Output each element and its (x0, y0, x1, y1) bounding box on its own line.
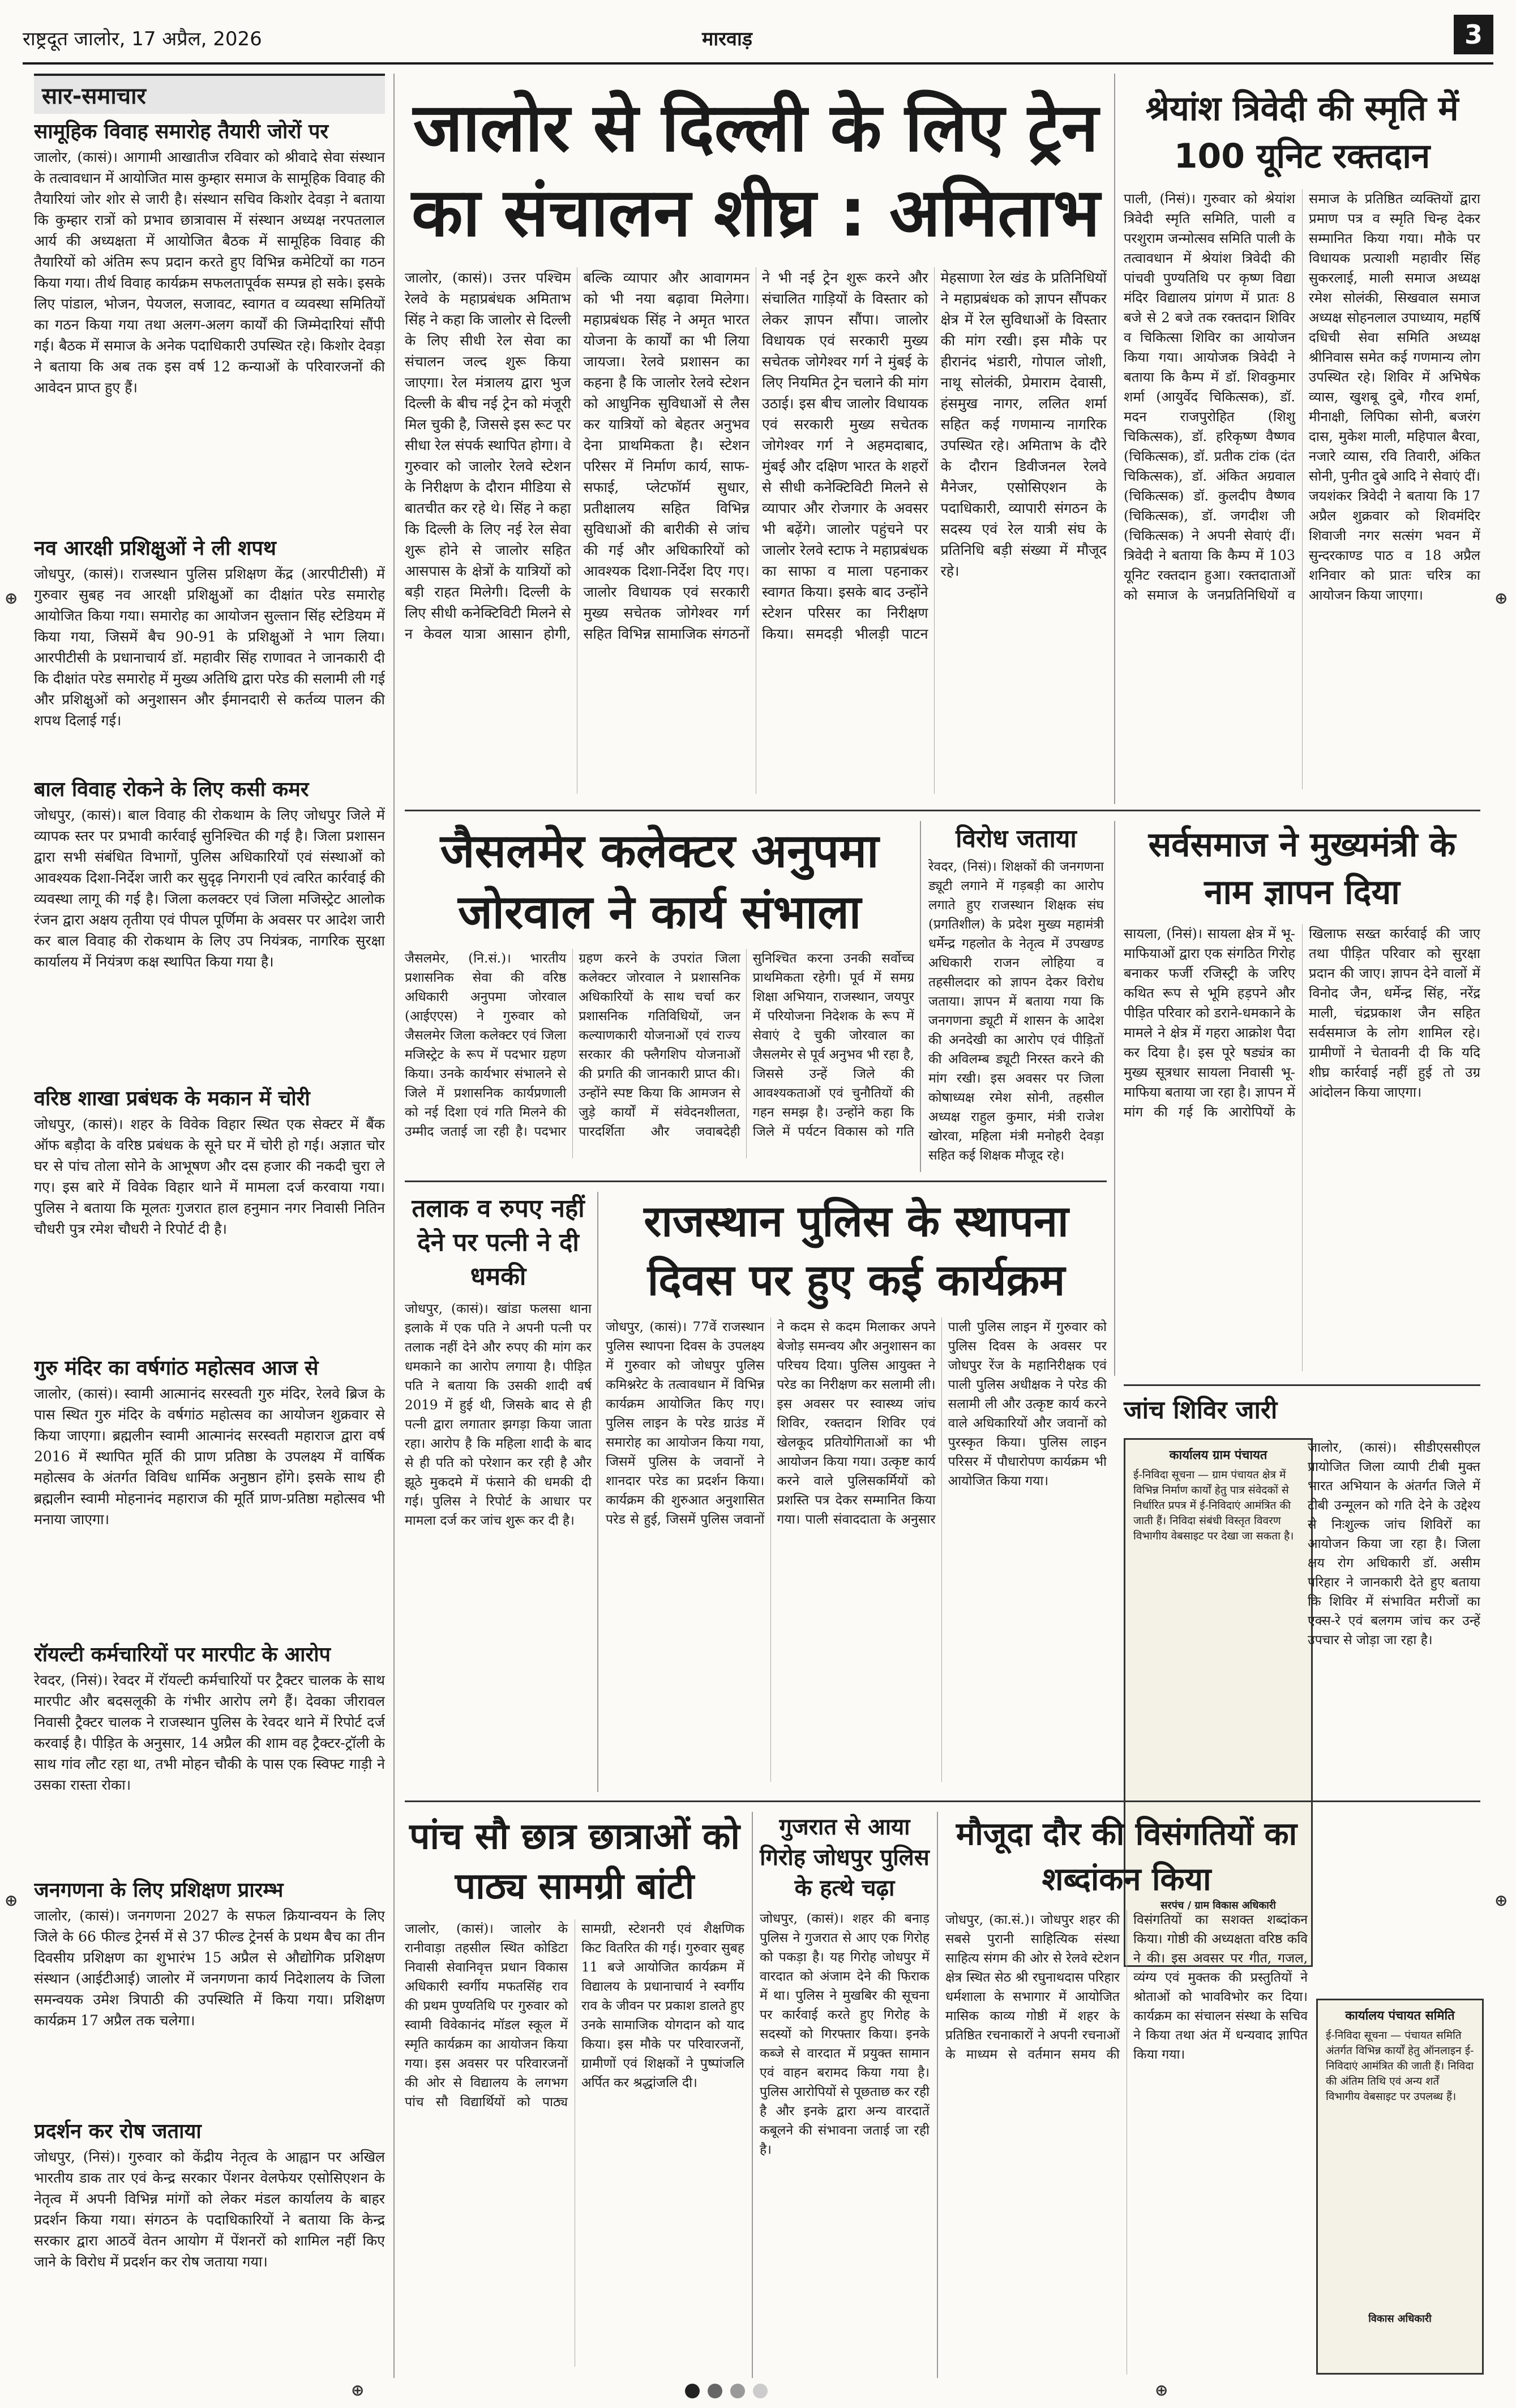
color-dot (730, 2384, 745, 2398)
registration-mark: ⊕ (1155, 2381, 1168, 2400)
page-header (23, 11, 1493, 65)
column-divider (393, 74, 395, 2378)
brief-title: सामूहिक विवाह समारोह तैयारी जोरों पर (34, 120, 329, 143)
section-rule (405, 810, 1480, 811)
blood-body: पाली, (निसं)। गुरुवार को श्रेयांश त्रिवेदी स्मृति समिति, पाली व परशुराम जन्मोत्सव समिति पाली के तत्वावधान में श्रेयांश त्रिवेदी की पांचवी पुण्यतिथि पर कृष्ण विद्या मंदिर विद्यालय प्रांगण में प्रातः 8 बजे से 2 बजे तक रक्तदान शिविर व चिकित्सा शिविर का आयोजन किया गया। आयोजक त्रिवेदी ने बताया कि कैम्प में डॉ. शिवकुमार शर्मा (आयुर्वेद चिकित्सक), डॉ. मदन राजपुरोहित (शिशु चिकित्सक), डॉ. हरिकृष्ण वैष्णव (चिकित्सक), डॉ. प्रतीक टांक (दंत चिकित्सक), डॉ. अंकित अग्रवाल (चिकित्सक) डॉ. कुलदीप वैष्णव (चिकित्सक), डॉ. जगदीश जी (चिकित्सक) ने अपनी सेवाएं दीं। त्रिवेदी ने बताया कि कैम्प में 103 यूनिट रक्तदान हुआ। रक्तदाताओं को समाज के जनप्रतिनिधियों व समाज के प्रतिष्ठित व्यक्तियों द्वारा प्रमाण पत्र व स्मृति चिन्ह देकर सम्मानित किया गया। मौके पर विधायक प्रत्याशी महावीर सिंह सुकरलाई, माली समाज अध्यक्ष रमेश सोलंकी, सिखवाल समाज अध्यक्ष सोहनलाल उपाध्याय, महर्षि दधिची सेवा समिति अध्यक्ष श्रीनिवास समेत कई गणमान्य लोग उपस्थित रहे। शिविर में अभिषेक व्यास, खुशबू दुबे, गौरव शर्मा, मीनाक्षी, लिपिका सोनी, बजरंग दास, मुकेश माली, महिपाल बैरवा, नजारे व्यास, रवि तिवारी, अंकित सोनी, पुनीत दुबे आदि ने सेवाएं दीं। जयशंकर त्रिवेदी ने बताया कि 17 अप्रैल शुक्रवार को शिवमंदिर शिवाजी नगर सत्संग भवन में सुन्दरकाण्ड पाठ व 18 अप्रैल शनिवार को प्रातः चरित्र का आयोजन किया जाएगा। (1124, 191, 1480, 603)
column-divider (1114, 821, 1115, 1376)
blood-headline: श्रेयांश त्रिवेदी की स्मृति में 100 यूनिट रक्तदान (1145, 89, 1459, 176)
color-dot (708, 2384, 722, 2398)
brief-body: जालोर, (कासं)। आगामी आखातीज रविवार को श्रीवादे सेवा संस्थान के तत्वावधान में आयोजित मास कुम्हार समाज के सामूहिक विवाह की तैयारियां जोर शोर से जारी है। संस्थान सचिव किशोर देवड़ा ने बताया कि कुम्हार रात्रों को प्रभाव छात्रावास में संस्थान अध्यक्ष नरपतलाल आर्य की अध्यक्षता में आयोजित बैठक में सामूहिक विवाह की तैयारियों को अंतिम रूप प्रदान करते हुए विभिन्न कमेटियों का गठन किया गया। तीर्थ विवाह कार्यक्रम सफलतापूर्वक सम्पन्न हो सके। इसके लिए पांडाल, भोजन, पेयजल, सजावट, स्वागत व व्यवस्था समितियों का गठन किया गया तथा अलग-अलग कार्यों की जिम्मेदारियां सौंपी गई। बैठक में समाज के अनेक पदाधिकारी उपस्थित रहे। किशोर देवड़ा ने बताया कि अब तक इस वर्ष 12 कन्याओं के परिवारजनों की आवेदन प्राप्त हुए हैं। (34, 149, 385, 396)
registration-mark: ⊕ (351, 2381, 365, 2400)
section-rule (405, 1800, 1480, 1802)
lead-headline: जालोर से दिल्ली के लिए ट्रेन का संचालन शीघ्र : अमिताभ (411, 88, 1100, 251)
study-material-story (405, 1812, 744, 2378)
protest-headline: विरोध जताया (956, 824, 1077, 853)
poetry-body: जोधपुर, (का.सं.)। जोधपुर शहर की सबसे पुरानी साहित्यिक संस्था साहित्य संगम की ओर से रेलवे स्टेशन क्षेत्र स्थित सेठ श्री रघुनाथदास परिहार धर्मशाला के सभागार में आयोजित मासिक काव्य गोष्ठी में शहर के प्रतिष्ठित रचनाकारों ने अपनी रचनाओं के माध्यम से वर्तमान समय की विसंगतियों का सशक्त शब्दांकन किया। गोष्ठी की अध्यक्षता वरिष्ठ कवि ने की। इस अवसर पर गीत, गजल, व्यंग्य एवं मुक्तक की प्रस्तुतियों ने श्रोताओं को भावविभोर कर दिया। कार्यक्रम का संचालन संस्था के सचिव ने किया तथा अंत में धन्यवाद ज्ञापित किया गया। (945, 1913, 1308, 2062)
section-rule (1124, 1384, 1480, 1386)
brief-body: जोधपुर, (कासं)। बाल विवाह की रोकथाम के लिए जोधपुर जिले में व्यापक स्तर पर प्रभावी कार्रवाई सुनिश्चित की गई है। जिला प्रशासन द्वारा सभी संबंधित विभागों, पुलिस अधिकारियों एवं संस्थाओं को आवश्यक दिशा-निर्देश जारी कर सुदृढ़ निगरानी एवं त्वरित कार्रवाई की व्यवस्था लागू की गई है। जिला कलक्टर एवं जिला मजिस्ट्रेट आलोक रंजन द्वारा अक्षय तृतीया एवं पीपल पूर्णिमा के अवसर पर आदेश जारी कर बाल विवाह की रोकथाम के लिए उप नियंत्रक, नागरिक सुरक्षा कार्यालय में नियंत्रण कक्ष स्थापित किया गया है। (34, 807, 385, 970)
checkup-headline: जांच शिविर जारी (1124, 1396, 1278, 1425)
brief-title: जनगणना के लिए प्रशिक्षण प्रारम्भ (34, 1879, 284, 1902)
brief-title: नव आरक्षी प्रशिक्षुओं ने ली शपथ (34, 537, 276, 560)
blood-donation-story (1124, 85, 1480, 804)
threat-body: जोधपुर, (कासं)। खांडा फलसा थाना इलाके में एक पति ने अपनी पत्नी पर तलाक नहीं देने और रुपए की मांग कर धमकाने का आरोप लगाया है। पीड़ित पति ने बताया कि उसकी शादी वर्ष 2019 में हुई थी, जिसके बाद से ही पत्नी द्वारा लगातार झगड़ा किया जाता रहा। आरोप है कि महिला शादी के बाद से ही पति को परेशान कर रही है और झूठे मुकदमे में फंसाने की धमकी दी गई। पुलिस ने रिपोर्ट के आधार पर मामला दर्ज कर जांच शुरू कर दी है। (405, 1302, 592, 1528)
brief-body: जोधपुर, (कासं)। शहर के विवेक विहार स्थित एक सेक्टर में बैंक ऑफ बड़ौदा के वरिष्ठ प्रबंधक के सूने घर में चोरी हो गई। अज्ञात चोर घर से पांच तोला सोने के आभूषण और दस हजार की नकदी चुरा ले गए। इस बारे में विवेक विहार थाने में मामला दर्ज करवाया गया। पुलिस ने बताया कि मूलतः गुजरात हाल हनुमान नगर निवासी नितिन चौधरी पुत्र रमेश चौधरी ने रिपोर्ट दी है। (34, 1116, 385, 1237)
brief-item (34, 1087, 385, 1351)
section-kicker: सार-समाचार (34, 74, 385, 114)
brief-item (34, 1356, 385, 1638)
column-divider (752, 1812, 753, 2378)
brief-body: रेवदर, (निसं)। रेवदर में रॉयल्टी कर्मचारियों पर ट्रैक्टर चालक के साथ मारपीट और बदसलूकी के गंभीर आरोप लगे हैं। देवका जीरावल निवासी ट्रैक्टर चालक ने राजस्थान पुलिस के रेवदर थाने में रिपोर्ट दर्ज करवाई है। पीड़ित के अनुसार, 14 अप्रैल की शाम वह ट्रैक्टर-ट्रॉली के साथ गांव लौट रहा था, तभी मोहन चौकी के पास एक स्विफ्ट गाड़ी ने उसका रास्ता रोका। (34, 1672, 385, 1793)
brief-item (34, 1643, 385, 1874)
memorandum-headline: सर्वसमाज ने मुख्यमंत्री के नाम ज्ञापन दिया (1148, 825, 1456, 912)
jaisalmer-headline: जैसलमेर कलेक्टर अनुपमा जोरवाल ने कार्य संभाला (440, 824, 879, 939)
registration-mark: ⊕ (1494, 589, 1508, 608)
brief-title: गुरु मंदिर का वर्षगांठ महोत्सव आज से (34, 1357, 319, 1380)
protest-story (928, 821, 1104, 1172)
brief-title: प्रदर्शन कर रोष जताया (34, 2120, 202, 2143)
gang-headline: गुजरात से आया गिरोह जोधपुर पुलिस के हत्थे चढ़ा (760, 1814, 930, 1901)
police-headline: राजस्थान पुलिस के स्थापना दिवस पर हुए कई कार्यक्रम (644, 1196, 1069, 1305)
advert-title: कार्यालय पंचायत समिति (1345, 2008, 1455, 2023)
brief-body: जोधपुर, (कासं)। राजस्थान पुलिस प्रशिक्षण केंद्र (आरपीटीसी) में गुरुवार सुबह नव आरक्षी प्रशिक्षुओं का दीक्षांत परेड समारोह आयोजित किया गया। समारोह का आयोजन सुल्तान सिंह स्टेडियम में किया गया, जिसमें बैच 90-91 के प्रशिक्षुओं ने भाग लिया। आरपीटीसी के प्रधानाचार्य डॉ. महावीर सिंह राणावत ने जानकारी दी कि दीक्षांत परेड समारोह में मुख्य अतिथि द्वारा परेड की सलामी ली गई और प्रशिक्षुओं को अनुशासन और ईमानदारी से कर्तव्य पालन की शपथ दिलाई गई। (34, 566, 385, 729)
tender-advert (1316, 1999, 1484, 2375)
column-divider (597, 1192, 598, 1792)
protest-body: रेवदर, (निसं)। शिक्षकों की जनगणना ड्यूटी लगाने में गड़बड़ी का आरोप लगाते हुए राजस्थान शिक्षक संघ (प्रगतिशील) के प्रदेश मुख्य महामंत्री धर्मेन्द्र गहलोत के नेतृत्व में उपखण्ड अधिकारी राजन लोहिया व तहसीलदार को ज्ञापन देकर विरोध जताया। ज्ञापन में बताया गया कि जनगणना ड्यूटी में शासन के आदेश की अनदेखी का आरोप एवं पीड़ितों की अविलम्ब ड्यूटी निरस्त करने की मांग रखी। इस अवसर पर जिला कोषाध्यक्ष रमेश सोनी, तहसील अध्यक्ष राहुल कुमार, मंत्री राजेश खोरवा, महिला मंत्री मनोहरी देवड़ा सहित कई शिक्षक मौजूद रहे। (928, 859, 1104, 1163)
brief-item (34, 119, 385, 532)
gang-body: जोधपुर, (कासं)। शहर की बनाड़ पुलिस ने गुजरात से आए एक गिरोह को पकड़ा है। यह गिरोह जोधपुर में वारदात को अंजाम देने की फिराक में था। पुलिस ने मुखबिर की सूचना पर कार्रवाई करते हुए गिरोह के सदस्यों को गिरफ्तार किया। इनके कब्जे से वारदात में प्रयुक्त सामान एवं वाहन बरामद किया गया है। पुलिस आरोपियों से पूछताछ कर रही है और इनके द्वारा अन्य वारदातें कबूलने की संभावना जताई जा रही है। (760, 1911, 930, 2157)
brief-item (34, 777, 385, 1082)
advert-body: ई-निविदा सूचना — पंचायत समिति अंतर्गत विभिन्न कार्यों हेतु ऑनलाइन ई-निविदाएं आमंत्रित की जाती हैं। निविदा की अंतिम तिथि एवं अन्य शर्तें विभागीय वेबसाइट पर उपलब्ध हैं। (1326, 2029, 1474, 2103)
brief-title: वरिष्ठ शाखा प्रबंधक के मकान में चोरी (34, 1087, 310, 1110)
brief-item (34, 1878, 385, 2115)
advert-title: कार्यालय ग्राम पंचायत (1169, 1448, 1267, 1462)
brief-title: रॉयल्टी कर्मचारियों पर मारपीट के आरोप (34, 1643, 331, 1666)
advert-body: ई-निविदा सूचना — ग्राम पंचायत क्षेत्र में विभिन्न निर्माण कार्यों हेतु पात्र संवेदकों से निर्धारित प्रपत्र में ई-निविदाएं आमंत्रित की जाती हैं। निविदा संबंधी विस्तृत विवरण विभागीय वेबसाइट पर देखा जा सकता है। (1133, 1469, 1294, 1542)
section-title: मारवाड़ (702, 28, 752, 50)
column-divider (1114, 74, 1115, 804)
advert-footer: विकास अधिकारी (1368, 2313, 1432, 2325)
brief-item (34, 2119, 385, 2316)
brief-body: जोधपुर, (निसं)। गुरुवार को केंद्रीय नेतृत्व के आह्वान पर अखिल भारतीय डाक तार एवं केन्द्र सरकार पेंशनर वेलफेयर एसोसिएशन के नेतृत्व में अपनी विभिन्न मांगों को लेकर मंडल कार्यालय के बाहर प्रदर्शन किया गया। संगठन के पदाधिकारियों ने बताया कि केन्द्र सरकार द्वारा आठवें वेतन आयोग में पेंशनरों को शामिल नहीं किए जाने के विरोध में प्रदर्शन कर रोष जताया गया। (34, 2149, 385, 2270)
color-dot (753, 2384, 768, 2398)
lead-story (405, 85, 1107, 804)
memorandum-body: सायला, (निसं)। सायला क्षेत्र में भू-माफियाओं द्वारा एक संगठित गिरोह बनाकर फर्जी रजिस्ट्री के जरिए कथित रूप से भूमि हड़पने और पीड़ित परिवार को डराने-धमकाने के मामले ने क्षेत्र में गहरा आक्रोश पैदा कर दिया है। इस पूरे षड्यंत्र का मुख्य सूत्रधार सायला निवासी भू-माफिया बताया जा रहा है। ज्ञापन में मांग की गई कि आरोपियों के खिलाफ सख्त कार्रवाई की जाए तथा पीड़ित परिवार को सुरक्षा प्रदान की जाए। ज्ञापन देने वालों में विनोद जैन, धर्मेन्द्र सिंह, नरेंद्र माली, चंद्रप्रकाश जैन सहित सर्वसमाज के लोग शामिल रहे। ग्रामीणों ने चेतावनी दी कि यदि शीघ्र कार्रवाई नहीं हुई तो उग्र आंदोलन किया जाएगा। (1124, 926, 1480, 1120)
poetry-headline: मौजूदा दौर की विसंगतियों का शब्दांकन किया (956, 1816, 1297, 1898)
registration-mark: ⊕ (1494, 1891, 1508, 1910)
threat-story (405, 1192, 592, 1792)
brief-body: जालोर, (कासं)। जनगणना 2027 के सफल क्रियान्वयन के लिए जिले के 66 फील्ड ट्रेनर्स में से 37 फील्ड ट्रेनर्स के प्रथम बैच का तीन दिवसीय प्रशिक्षण का शुभारंभ 15 अप्रैल से औद्योगिक प्रशिक्षण संस्थान (आईटीआई) जालोर में जनगणना कार्य निदेशालय के जिला समन्वयक उमेश त्रिपाठी की उपस्थिति में किया गया। प्रशिक्षण कार्यक्रम 17 अप्रैल तक चलेगा। (34, 1907, 385, 2029)
jaisalmer-body: जैसलमेर, (नि.सं.)। भारतीय प्रशासनिक सेवा की वरिष्ठ अधिकारी अनुपमा जोरवाल (आईएएस) ने गुरुवार को जैसलमेर जिला कलेक्टर एवं जिला मजिस्ट्रेट के रूप में पदभार ग्रहण किया। उनके कार्यभार संभालने से जिले में प्रशासनिक कार्यप्रणाली को नई दिशा एवं गति मिलने की उम्मीद जताई जा रही है। पदभार ग्रहण करने के उपरांत जिला कलेक्टर जोरवाल ने प्रशासनिक अधिकारियों के साथ चर्चा कर प्रशासनिक गतिविधियों, जन कल्याणकारी योजनाओं एवं राज्य सरकार की फ्लैगशिप योजनाओं की प्रगति की जानकारी प्राप्त की। उन्होंने स्पष्ट किया कि आमजन से जुड़े कार्यों में संवेदनशीलता, पारदर्शिता और जवाबदेही सुनिश्चित करना उनकी सर्वोच्च प्राथमिकता रहेगी। पूर्व में समग्र शिक्षा अभियान, राजस्थान, जयपुर में परियोजना निदेशक के रूप में सेवाएं दे चुकी जोरवाल का जैसलमेर से पूर्व अनुभव भी रहा है, जिससे उन्हें जिले की आवश्यकताओं एवं चुनौतियों की गहन समझ है। उन्होंने कहा कि जिले में पर्यटन विकास को गति (405, 951, 914, 1139)
news-briefs-column (34, 74, 385, 2378)
study-body: जालोर, (कासं)। जालोर के रानीवाड़ा तहसील स्थित कोडिटा निवासी सेवानिवृत्त प्रधान विकास अधिकारी स्वर्गीय मफतसिंह राव की प्रथम पुण्यतिथि पर गुरुवार को स्वामी विवेकानंद मॉडल स्कूल में स्मृति कार्यक्रम का आयोजन किया गया। इस अवसर पर परिवारजनों की ओर से विद्यालय के लगभग पांच सौ विद्यार्थियों को पाठ्य सामग्री, स्टेशनरी एवं शैक्षणिक किट वितरित की गई। गुरुवार सुबह 11 बजे आयोजित कार्यक्रम में विद्यालय के प्रधानाचार्य ने स्वर्गीय राव के जीवन पर प्रकाश डालते हुए उनके सामाजिक योगदान को याद किया। इस मौके पर परिवारजनों, ग्रामीणों एवं शिक्षकों ने पुष्पांजलि अर्पित कर श्रद्धांजलि दी। (405, 1922, 744, 2110)
police-day-story (606, 1192, 1107, 1792)
checkup-body: जालोर, (कासं)। सीडीएससीएल प्रायोजित जिला व्यापी टीबी मुक्त भारत अभियान के अंतर्गत जिले में टीबी उन्मूलन को गति देने के उद्देश्य से निःशुल्क जांच शिविरों का आयोजन किया जा रहा है। जिला क्षय रोग अधिकारी डॉ. असीम परिहार ने जानकारी देते हुए बताया कि शिविर में संभावित मरीजों का एक्स-रे एवं बलगम जांच कर उन्हें उपचार से जोड़ा जा रहा है। (1308, 1440, 1480, 1648)
advert-footer: सरपंच / ग्राम विकास अधिकारी (1160, 1900, 1276, 1911)
jaisalmer-story (405, 821, 914, 1172)
dateline: राष्ट्रदूत जालोर, 17 अप्रैल, 2026 (23, 28, 262, 50)
brief-body: जालोर, (कासं)। स्वामी आत्मानंद सरस्वती गुरु मंदिर, रेलवे ब्रिज के पास स्थित गुरु मंदिर के वर्षगांठ महोत्सव का आयोजन शुक्रवार से किया जाएगा। ब्रह्मलीन स्वामी आत्मानंद सरस्वती महाराज द्वारा वर्ष 2016 में स्थापित मूर्ति की प्राण प्रतिष्ठा के उपलक्ष्य में वार्षिक महोत्सव के अंतर्गत विविध धार्मिक अनुष्ठान होंगे। इसके साथ ही ब्रह्मलीन स्वामी मोहनानंद महाराज की मूर्ति प्राण-प्रतिष्ठा महोत्सव भी मनाया जाएगा। (34, 1385, 385, 1528)
brief-item (34, 536, 385, 773)
registration-mark: ⊕ (5, 1891, 18, 1910)
column-divider (937, 1812, 938, 2378)
threat-headline: तलाक व रुपए नहीं देने पर पत्नी ने दी धमकी (412, 1194, 585, 1291)
brief-title: बाल विवाह रोकने के लिए कसी कमर (34, 778, 309, 801)
column-divider (920, 821, 921, 1172)
registration-mark: ⊕ (5, 589, 18, 608)
memorandum-story (1124, 821, 1480, 1376)
study-headline: पांच सौ छात्र छात्राओं को पाठ्य सामग्री बांटी (409, 1816, 740, 1907)
page-number: 3 (1454, 15, 1493, 54)
gang-story (760, 1812, 930, 2378)
poetry-story (945, 1812, 1308, 2378)
lead-body: जालोर, (कासं)। उत्तर पश्चिम रेलवे के महाप्रबंधक अमिताभ सिंह ने कहा कि जालोर से दिल्ली के लिए सीधी रेल सेवा का संचालन जल्द शुरू किया जाएगा। रेल मंत्रालय द्वारा भुज दिल्ली के बीच नई ट्रेन को मंजूरी मिल चुकी है, जिससे इस रूट पर सीधा रेल संपर्क स्थापित होगा। वे गुरुवार को जालोर रेलवे स्टेशन के निरीक्षण के दौरान मीडिया से बातचीत कर रहे थे। सिंह ने कहा कि दिल्ली के लिए नई रेल सेवा शुरू होने से जालोर सहित आसपास के क्षेत्रों के यात्रियों को बड़ी राहत मिलेगी। दिल्ली के लिए सीधी कनेक्टिविटी मिलने से न केवल यात्रा आसान होगी, बल्कि व्यापार और आवागमन को भी नया बढ़ावा मिलेगा। महाप्रबंधक सिंह ने अमृत भारत योजना के कार्यों का भी लिया जायजा। रेलवे प्रशासन का कहना है कि जालोर रेलवे स्टेशन को आधुनिक सुविधाओं से लैस कर यात्रियों को बेहतर अनुभव देना प्राथमिकता है। स्टेशन परिसर में निर्माण कार्य, साफ-सफाई, प्लेटफॉर्म सुधार, प्रतीक्षालय सहित विभिन्न सुविधाओं की बारीकी से जांच की गई और अधिकारियों को आवश्यक दिशा-निर्देश दिए गए। जालोर विधायक एवं सरकारी मुख्य सचेतक जोगेश्वर गर्ग सहित विभिन्न सामाजिक संगठनों ने भी नई ट्रेन शुरू करने और संचालित गाड़ियों के विस्तार को लेकर ज्ञापन सौंपा। जालोर विधायक एवं सरकारी मुख्य सचेतक जोगेश्वर गर्ग ने मुंबई के लिए नियमित ट्रेन चलाने की मांग उठाई। इस बीच जालोर विधायक एवं सरकारी मुख्य सचेतक जोगेश्वर गर्ग ने अहमदाबाद, मुंबई और दक्षिण भारत के शहरों से सीधी कनेक्टिविटी मिलने से व्यापार और रोजगार के अवसर भी बढ़ेंगे। जालोर पहुंचने पर जालोर रेलवे स्टाफ ने महाप्रबंधक का साफा व माला पहनाकर स्वागत किया। इसके बाद उन्होंने स्टेशन परिसर का निरीक्षण किया। समदड़ी भीलड़ी पाटन मेहसाणा रेल खंड के प्रतिनिधियों ने महाप्रबंधक को ज्ञापन सौंपकर क्षेत्र में रेल सुविधाओं के विस्तार की मांग रखी। इस मौके पर हीरानंद भंडारी, गोपाल जोशी, नाथू सोलंकी, प्रेमाराम देवासी, हंसमुख नागर, ललित शर्मा सहित कई गणमान्य नागरिक उपस्थित रहे। अमिताभ के दौरे के दौरान डिवीजनल रेलवे मैनेजर, एसोसिएशन के पदाधिकारी, व्यापारी संगठन के सदस्य एवं रेल यात्री संघ के प्रतिनिधि बड़ी संख्या में मौजूद रहे। (405, 270, 1107, 642)
police-body: जोधपुर, (कासं)। 77वें राजस्थान पुलिस स्थापना दिवस के उपलक्ष्य में गुरुवार को जोधपुर पुलिस कमिश्नरेट के तत्वावधान में विभिन्न कार्यक्रम आयोजित किए गए। पुलिस लाइन के परेड ग्राउंड में समारोह का आयोजन किया गया, जिसमें पुलिस के जवानों ने शानदार परेड का प्रदर्शन किया। कार्यक्रम की शुरुआत अनुशासित परेड से हुई, जिसमें पुलिस जवानों ने कदम से कदम मिलाकर अपने बेजोड़ समन्वय और अनुशासन का परिचय दिया। पुलिस आयुक्त ने परेड का निरीक्षण कर सलामी ली। इस अवसर पर स्वास्थ्य जांच शिविर, रक्तदान शिविर एवं खेलकूद प्रतियोगिताओं का भी आयोजन किया गया। उत्कृष्ट कार्य करने वाले पुलिसकर्मियों को प्रशस्ति पत्र देकर सम्मानित किया गया। पाली संवाददाता के अनुसार पाली पुलिस लाइन में गुरुवार को पुलिस दिवस के अवसर पर जोधपुर रेंज के महानिरीक्षक एवं पाली पुलिस अधीक्षक ने परेड की सलामी ली और उत्कृष्ट कार्य करने वाले अधिकारियों और जवानों को पुरस्कृत किया। पुलिस लाइन परिसर में पौधारोपण कार्यक्रम भी आयोजित किया गया। (606, 1320, 1107, 1527)
section-rule (405, 1181, 1107, 1182)
color-dot (685, 2384, 700, 2398)
